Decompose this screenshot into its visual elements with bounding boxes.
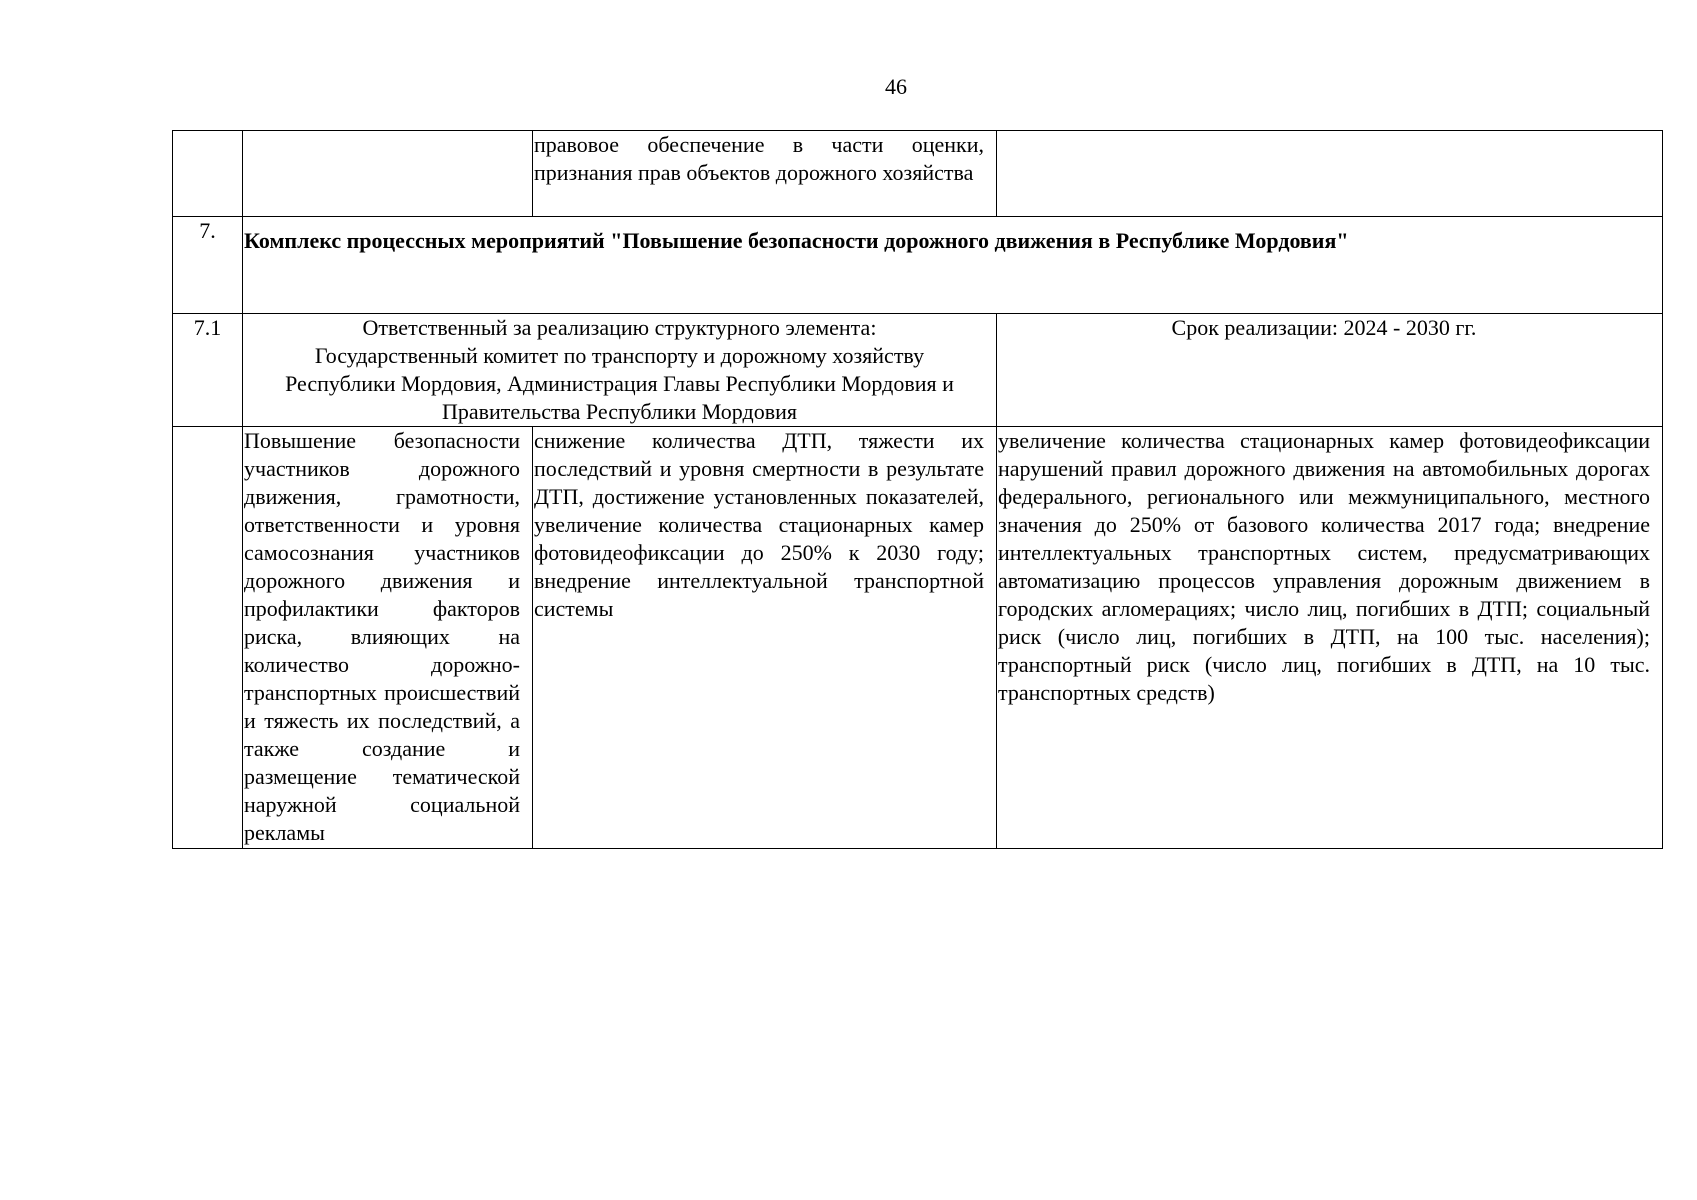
table-row-section [173, 217, 1663, 314]
cell-indicators-empty [997, 131, 1663, 217]
responsible-cell [243, 314, 997, 427]
responsible-line: Республики Мордовия, Администрация Главы Республики Мордовия и [285, 371, 954, 396]
effects-cell: снижение количества ДТП, тяжести их последствий и уровня смертности в результате ДТП, достижение установленных показателей, увеличение количества стационарных камер фотовидеофиксации до 250% к 2030 году; внедрение интеллектуальной транспортной системы [533, 427, 997, 849]
section-number: 7. [173, 217, 243, 314]
subsection-number: 7.1 [173, 314, 243, 427]
table-row-subsection [173, 314, 1663, 427]
indicators-cell: увеличение количества стационарных камер фотовидеофиксации нарушений правил дорожного движения на автомобильных дорогах федерального, регионального или межмуниципального, местного значения до 250% от базового количества 2017 года; внедрение интеллектуальных транспортных систем, предусматривающих автоматизацию процессов управления дорожным движением в городских агломерациях; число лиц, погибших в ДТП; социальный риск (число лиц, погибших в ДТП, на 100 тыс. населения); транспортный риск (число лиц, погибших в ДТП, на 10 тыс. транспортных средств) [997, 427, 1663, 849]
table-row-continuation [173, 131, 1663, 217]
cell-effects-continuation: правовое обеспечение в части оценки, признания прав объектов дорожного хозяйства [533, 131, 997, 217]
task-cell: Повышение безопасности участников дорожного движения, грамотности, ответственности и уровня самосознания участников дорожного движения и профилактики факторов риска, влияющих на количество дорожно-транспортных происшествий и тяжесть их последствий, а также создание и размещение тематической наружной социальной рекламы [243, 427, 533, 849]
page-number: 46 [885, 74, 907, 99]
cell-number-empty [173, 131, 243, 217]
cell-task-empty [243, 131, 533, 217]
table-row-task [173, 427, 1663, 849]
section-title: Комплекс процессных мероприятий "Повышение безопасности дорожного движения в Республике Мордовия" [243, 217, 1663, 314]
responsible-line: Правительства Республики Мордовия [441, 399, 797, 424]
responsible-line: Государственный комитет по транспорту и дорожному хозяйству [314, 343, 925, 368]
responsible-line: Ответственный за реализацию структурного элемента: [362, 315, 877, 340]
cell-number-empty [173, 427, 243, 849]
term-cell: Срок реализации: 2024 - 2030 гг. [997, 314, 1663, 427]
program-table [172, 130, 1663, 849]
